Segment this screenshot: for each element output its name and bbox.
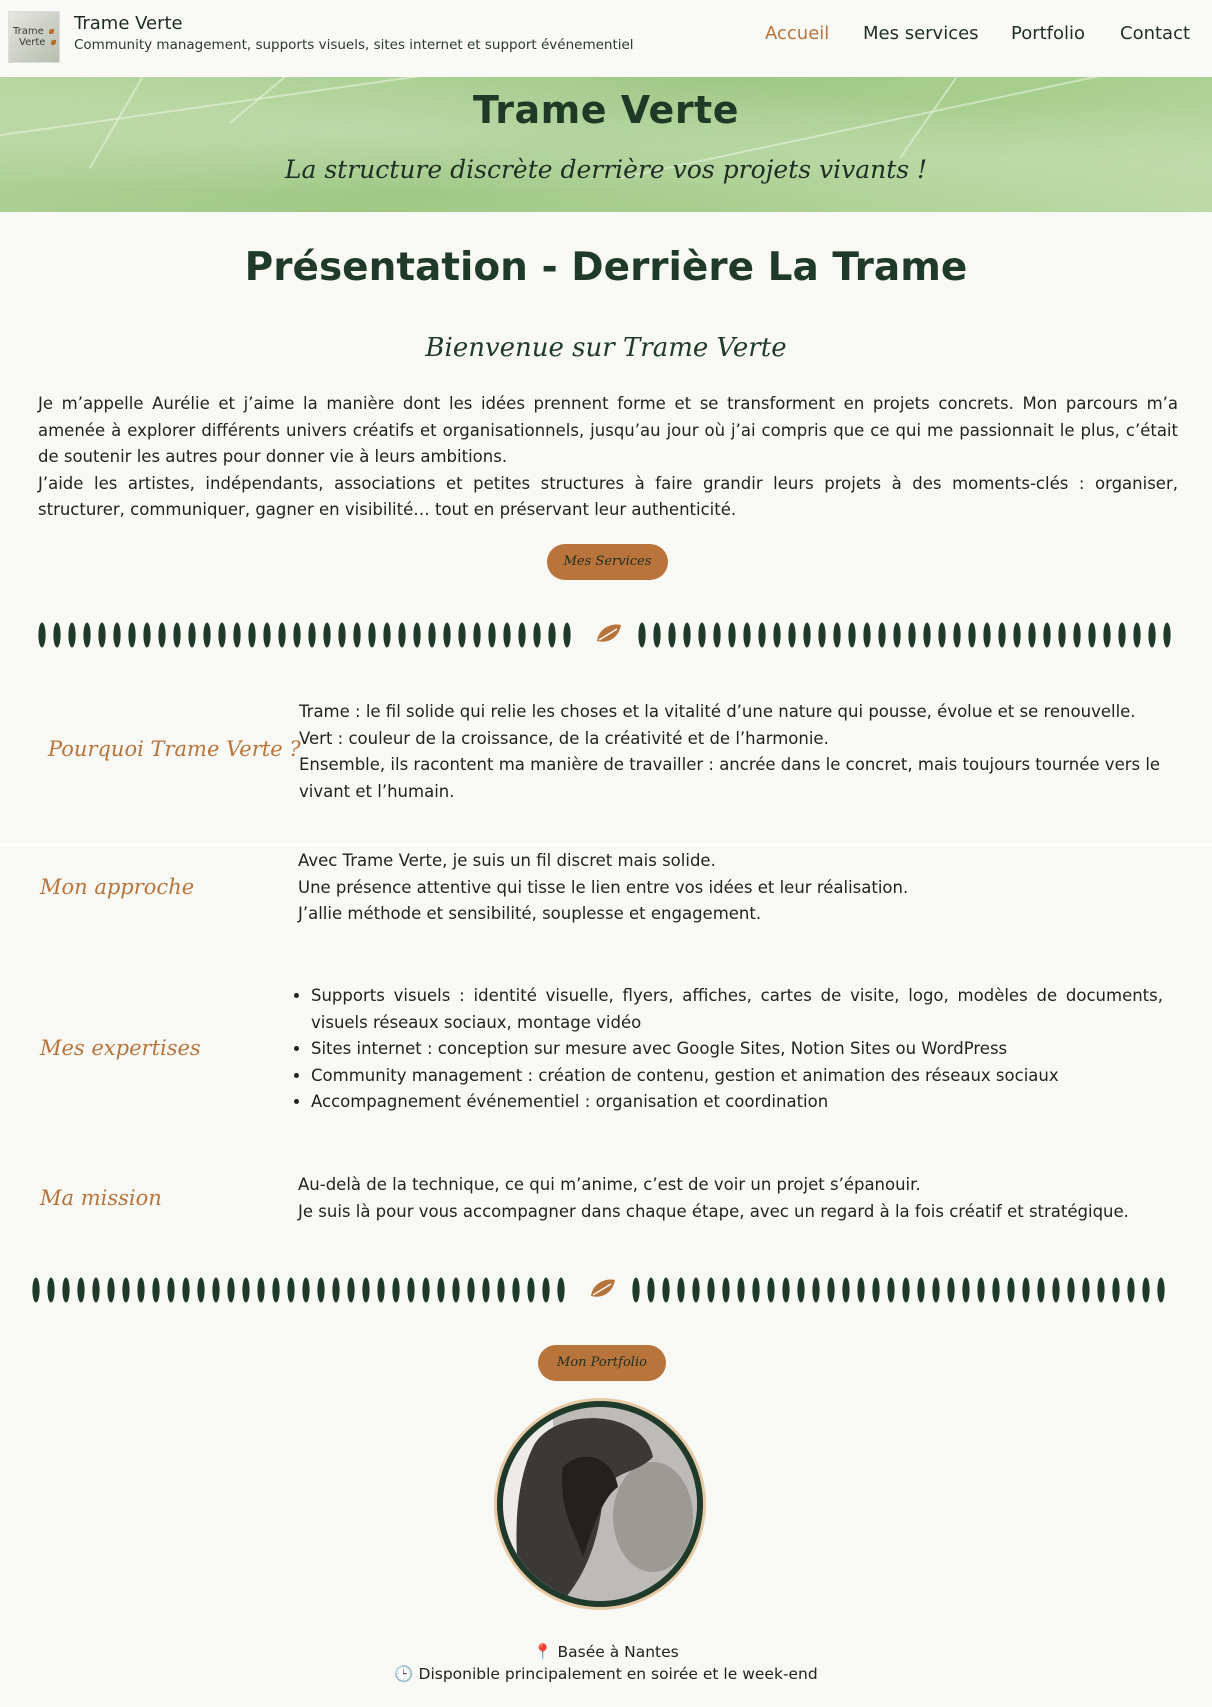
divider-leaf bbox=[692, 1278, 699, 1303]
divider-leaf bbox=[293, 623, 300, 648]
divider-leaf bbox=[1142, 1278, 1149, 1303]
divider-leaf bbox=[383, 623, 390, 648]
services-button[interactable]: Mes Services bbox=[547, 544, 668, 580]
site-logo[interactable] bbox=[8, 11, 60, 63]
divider-leaf bbox=[947, 1278, 954, 1303]
page-title: Présentation - Derrière La Trame bbox=[244, 245, 968, 290]
site-header bbox=[0, 0, 1212, 77]
divider-leaf bbox=[62, 1278, 69, 1303]
divider-leaf bbox=[707, 1278, 714, 1303]
divider-leaf bbox=[752, 1278, 759, 1303]
list-item: • Sites internet : conception sur mesure avec Google Sites, Notion Sites ou WordPress bbox=[311, 1036, 1163, 1063]
divider-leaf bbox=[908, 623, 915, 648]
divider-leaf bbox=[902, 1278, 909, 1303]
hero-title: Trame Verte bbox=[472, 88, 739, 132]
divider-leaf bbox=[203, 623, 210, 648]
divider-leaf bbox=[473, 623, 480, 648]
profile-photo bbox=[497, 1401, 703, 1607]
label-pourquoi: Pourquoi Trame Verte ? bbox=[48, 737, 301, 761]
divider-leaf bbox=[212, 1278, 219, 1303]
divider-leaf bbox=[872, 1278, 879, 1303]
profile-photo-image bbox=[503, 1407, 697, 1601]
divider-leaf bbox=[797, 1278, 804, 1303]
divider-leaf bbox=[257, 1278, 264, 1303]
divider-leaf bbox=[302, 1278, 309, 1303]
text-expertises bbox=[297, 983, 1163, 1116]
logo-text-line1: Trame bbox=[13, 26, 44, 37]
divider-leaf bbox=[512, 1278, 519, 1303]
divider-leaf bbox=[92, 1278, 99, 1303]
divider-leaf bbox=[953, 623, 960, 648]
divider-leaf bbox=[98, 623, 105, 648]
divider-leaf bbox=[137, 1278, 144, 1303]
leaf-divider-graphic bbox=[0, 1273, 1212, 1307]
divider-leaf bbox=[728, 623, 735, 648]
divider-leaf bbox=[1163, 623, 1170, 648]
logo-text-line2: Verte bbox=[19, 37, 46, 48]
divider-leaf bbox=[113, 623, 120, 648]
divider-leaf bbox=[347, 1278, 354, 1303]
pin-icon: 📍 bbox=[533, 1643, 553, 1661]
intro-text bbox=[38, 391, 1178, 524]
divider-leaf bbox=[887, 1278, 894, 1303]
divider-leaf bbox=[998, 623, 1005, 648]
divider-leaf bbox=[1058, 623, 1065, 648]
divider-leaf bbox=[368, 623, 375, 648]
divider-leaf bbox=[413, 623, 420, 648]
divider-leaf bbox=[647, 1278, 654, 1303]
divider-leaf bbox=[698, 623, 705, 648]
leaf-icon bbox=[51, 40, 56, 45]
divider-leaf bbox=[497, 1278, 504, 1303]
divider-leaf bbox=[1022, 1278, 1029, 1303]
divider-leaf bbox=[32, 1278, 39, 1303]
intro-paragraph: Je m’appelle Aurélie et j’aime la manière dont les idées prennent forme et se transforment en projets concrets. Mon parcours m’a amenée à explorer différents univers créatifs et organisationnels, jusqu’au jour où j’ai compris que ce qui me passionnait le plus, c’était de soutenir les autres pour donner vie à leurs ambitions. bbox=[38, 394, 1178, 466]
divider-leaf bbox=[1157, 1278, 1164, 1303]
divider-leaf bbox=[632, 1278, 639, 1303]
divider-leaf bbox=[992, 1278, 999, 1303]
divider-leaf bbox=[167, 1278, 174, 1303]
divider-leaf bbox=[317, 1278, 324, 1303]
divider-leaf bbox=[767, 1278, 774, 1303]
text-line: Trame : le fil solide qui relie les choses et la vitalité d’une nature qui pousse, évolue et se renouvelle. bbox=[299, 702, 1136, 721]
site-title[interactable]: Trame Verte bbox=[74, 13, 183, 34]
divider-leaf bbox=[638, 623, 645, 648]
text-line: Au-delà de la technique, ce qui m’anime, c’est de voir un projet s’épanouir. bbox=[298, 1175, 921, 1194]
divider-leaf bbox=[788, 623, 795, 648]
divider-leaf bbox=[173, 623, 180, 648]
divider-leaf bbox=[1133, 623, 1140, 648]
divider-leaf bbox=[332, 1278, 339, 1303]
text-line: Une présence attentive qui tisse le lien entre vos idées et leur réalisation. bbox=[298, 877, 909, 897]
divider-leaf bbox=[827, 1278, 834, 1303]
divider-leaf bbox=[1082, 1278, 1089, 1303]
divider-leaf bbox=[683, 623, 690, 648]
divider-leaf bbox=[542, 1278, 549, 1303]
divider-leaf bbox=[818, 623, 825, 648]
divider-leaf bbox=[983, 623, 990, 648]
divider-leaf bbox=[548, 623, 555, 648]
nav-item-contact[interactable]: Contact bbox=[1120, 23, 1191, 44]
divider-leaf bbox=[68, 623, 75, 648]
divider-leaf bbox=[53, 623, 60, 648]
divider-leaf bbox=[233, 623, 240, 648]
divider-leaf bbox=[353, 623, 360, 648]
divider-leaf bbox=[278, 623, 285, 648]
divider-leaf bbox=[443, 623, 450, 648]
divider-leaf bbox=[842, 1278, 849, 1303]
divider-leaf bbox=[878, 623, 885, 648]
divider-leaf bbox=[722, 1278, 729, 1303]
divider-leaf bbox=[467, 1278, 474, 1303]
text-line: Ensemble, ils racontent ma manière de travailler : ancrée dans le concret, mais toujours tournée vers le vivant et l’humain. bbox=[299, 755, 1161, 801]
divider-leaf bbox=[773, 623, 780, 648]
location-line bbox=[0, 1643, 1212, 1661]
divider-leaf bbox=[1103, 623, 1110, 648]
intro-paragraph: J’aide les artistes, indépendants, associations et petites structures à faire grandir leurs projets à des moments-clés : organiser, structurer, communiquer, gagner en visibilité… tout en préservant leur authenticité. bbox=[38, 473, 1178, 519]
list-item: • Accompagnement événementiel : organisation et coordination bbox=[311, 1089, 1163, 1116]
hero-banner bbox=[0, 77, 1212, 212]
divider-leaf bbox=[857, 1278, 864, 1303]
divider-leaf bbox=[968, 623, 975, 648]
leaf-divider-graphic bbox=[0, 618, 1212, 652]
divider-leaf bbox=[437, 1278, 444, 1303]
label-approche: Mon approche bbox=[40, 875, 195, 899]
divider-leaf bbox=[1088, 623, 1095, 648]
divider-leaf bbox=[803, 623, 810, 648]
divider-leaf bbox=[122, 1278, 129, 1303]
divider-leaf bbox=[563, 623, 570, 648]
divider-leaf bbox=[488, 623, 495, 648]
divider-leaf bbox=[482, 1278, 489, 1303]
divider-leaf bbox=[1037, 1278, 1044, 1303]
divider-leaf bbox=[1097, 1278, 1104, 1303]
divider-leaf bbox=[812, 1278, 819, 1303]
divider-leaf bbox=[398, 623, 405, 648]
divider-leaf bbox=[1007, 1278, 1014, 1303]
divider-leaf bbox=[272, 1278, 279, 1303]
leaf-icon bbox=[49, 29, 54, 34]
divider-leaf bbox=[38, 623, 45, 648]
divider-leaf bbox=[1112, 1278, 1119, 1303]
divider-leaf bbox=[1052, 1278, 1059, 1303]
divider-leaf bbox=[1118, 623, 1125, 648]
divider-leaf bbox=[308, 623, 315, 648]
divider-leaf bbox=[833, 623, 840, 648]
divider-leaf bbox=[527, 1278, 534, 1303]
divider-leaf bbox=[533, 623, 540, 648]
divider-leaf bbox=[1148, 623, 1155, 648]
section-separator bbox=[0, 843, 1212, 846]
divider-leaf bbox=[143, 623, 150, 648]
divider-leaf bbox=[977, 1278, 984, 1303]
divider-leaf bbox=[1067, 1278, 1074, 1303]
text-pourquoi bbox=[299, 699, 1179, 805]
nav-item-portfolio[interactable]: Portfolio bbox=[1011, 23, 1086, 44]
text-line: Vert : couleur de la croissance, de la créativité et de l’harmonie. bbox=[299, 728, 829, 748]
label-expertises: Mes expertises bbox=[40, 1036, 201, 1060]
divider-leaf bbox=[662, 1278, 669, 1303]
divider-leaf bbox=[377, 1278, 384, 1303]
divider-leaf bbox=[1013, 623, 1020, 648]
leaf-divider bbox=[0, 1273, 1212, 1307]
label-mission: Ma mission bbox=[40, 1186, 162, 1210]
divider-leaf bbox=[848, 623, 855, 648]
divider-leaf bbox=[323, 623, 330, 648]
text-approche bbox=[298, 848, 1178, 928]
welcome-heading: Bienvenue sur Trame Verte bbox=[425, 333, 787, 363]
divider-leaf bbox=[713, 623, 720, 648]
site-tagline: Community management, supports visuels, sites internet et support événementiel bbox=[74, 37, 634, 53]
divider-leaf bbox=[197, 1278, 204, 1303]
leaf-icon bbox=[597, 625, 621, 642]
divider-leaf bbox=[782, 1278, 789, 1303]
divider-leaf bbox=[452, 1278, 459, 1303]
divider-leaf bbox=[893, 623, 900, 648]
list-item: • Community management : création de contenu, gestion et animation des réseaux sociaux bbox=[311, 1063, 1163, 1090]
divider-leaf bbox=[362, 1278, 369, 1303]
text-line: Avec Trame Verte, je suis un fil discret mais solide. bbox=[298, 851, 716, 870]
divider-leaf bbox=[743, 623, 750, 648]
divider-leaf bbox=[668, 623, 675, 648]
divider-leaf bbox=[263, 623, 270, 648]
divider-leaf bbox=[107, 1278, 114, 1303]
divider-leaf bbox=[287, 1278, 294, 1303]
divider-leaf bbox=[83, 623, 90, 648]
list-item: • Supports visuels : identité visuelle, flyers, affiches, cartes de visite, logo, modèles de documents, visuels réseaux sociaux, montage vidéo bbox=[311, 983, 1163, 1036]
text-line: Je suis là pour vous accompagner dans chaque étape, avec un regard à la fois créatif et stratégique. bbox=[298, 1201, 1129, 1221]
hero-subtitle: La structure discrète derrière vos projets vivants ! bbox=[284, 155, 928, 184]
divider-leaf bbox=[182, 1278, 189, 1303]
leaf-icon bbox=[591, 1280, 615, 1297]
divider-leaf bbox=[338, 623, 345, 648]
divider-leaf bbox=[932, 1278, 939, 1303]
availability-text: Disponible principalement en soirée et le week-end bbox=[418, 1665, 818, 1683]
divider-leaf bbox=[77, 1278, 84, 1303]
text-mission bbox=[298, 1172, 1178, 1225]
divider-leaf bbox=[737, 1278, 744, 1303]
divider-leaf bbox=[677, 1278, 684, 1303]
nav-item-services[interactable]: Mes services bbox=[863, 23, 979, 44]
divider-leaf bbox=[128, 623, 135, 648]
divider-leaf bbox=[917, 1278, 924, 1303]
divider-leaf bbox=[428, 623, 435, 648]
divider-leaf bbox=[47, 1278, 54, 1303]
divider-leaf bbox=[863, 623, 870, 648]
divider-leaf bbox=[407, 1278, 414, 1303]
divider-leaf bbox=[1028, 623, 1035, 648]
divider-leaf bbox=[1127, 1278, 1134, 1303]
divider-leaf bbox=[653, 623, 660, 648]
divider-leaf bbox=[458, 623, 465, 648]
divider-leaf bbox=[557, 1278, 564, 1303]
location-text: Basée à Nantes bbox=[557, 1643, 679, 1661]
divider-leaf bbox=[152, 1278, 159, 1303]
divider-leaf bbox=[422, 1278, 429, 1303]
divider-leaf bbox=[188, 623, 195, 648]
portrait-placeholder bbox=[503, 1407, 697, 1601]
divider-leaf bbox=[938, 623, 945, 648]
portfolio-button[interactable]: Mon Portfolio bbox=[538, 1345, 666, 1381]
divider-leaf bbox=[242, 1278, 249, 1303]
divider-leaf bbox=[1043, 623, 1050, 648]
divider-leaf bbox=[227, 1278, 234, 1303]
divider-leaf bbox=[518, 623, 525, 648]
divider-leaf bbox=[962, 1278, 969, 1303]
expertise-list bbox=[297, 983, 1163, 1116]
divider-leaf bbox=[758, 623, 765, 648]
divider-leaf bbox=[218, 623, 225, 648]
divider-leaf bbox=[503, 623, 510, 648]
divider-leaf bbox=[392, 1278, 399, 1303]
divider-leaf bbox=[923, 623, 930, 648]
divider-leaf bbox=[248, 623, 255, 648]
clock-icon: 🕒 bbox=[394, 1665, 414, 1683]
text-line: J’allie méthode et sensibilité, souplesse et engagement. bbox=[298, 904, 762, 923]
availability-line bbox=[0, 1665, 1212, 1683]
divider-leaf bbox=[1073, 623, 1080, 648]
leaf-divider bbox=[0, 618, 1212, 652]
nav-item-accueil[interactable]: Accueil bbox=[765, 23, 830, 44]
divider-leaf bbox=[158, 623, 165, 648]
